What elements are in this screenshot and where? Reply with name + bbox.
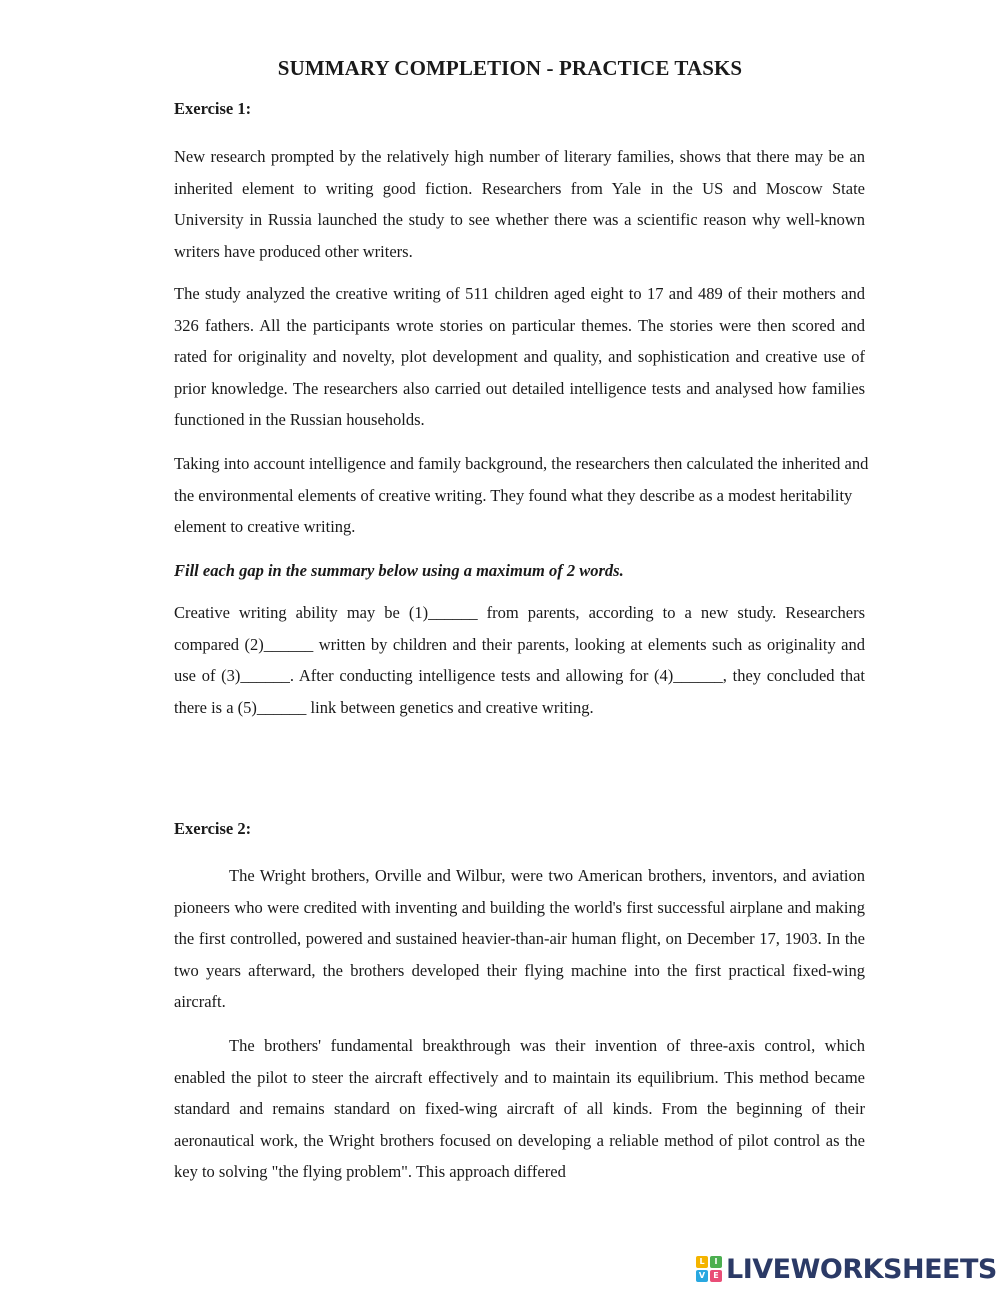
- exercise-1-paragraph-1: New research prompted by the relatively high number of literary families, shows that there may be an inherited element to writing good fiction. Researchers from Yale in the US and Moscow State University in Russia launched the study to see whether there was a scientific reason why well-known writers have produced other writers.: [174, 147, 865, 261]
- exercise-1-heading: Exercise 1:: [174, 99, 252, 118]
- exercise-2-heading: Exercise 2:: [174, 819, 252, 838]
- logo-square-v: V: [696, 1270, 708, 1282]
- logo-mark-icon: [696, 1256, 722, 1282]
- liveworksheets-logo: [696, 1253, 997, 1285]
- exercise-1-instruction: Fill each gap in the summary below using a maximum of 2 words.: [174, 561, 624, 580]
- logo-text: LIVEWORKSHEETS: [726, 1253, 997, 1285]
- exercise-1-paragraph-2: The study analyzed the creative writing of 511 children aged eight to 17 and 489 of their mothers and 326 fathers. All the participants wrote stories on particular themes. The stories were then scored and rated for originality and novelty, plot development and quality, and sophistication and creative use of prior knowledge. The researchers also carried out detailed intelligence tests and analysed how families functioned in the Russian households.: [174, 284, 865, 430]
- exercise-1-paragraph-3: Taking into account intelligence and family background, the researchers then calculated the inherited and the environmental elements of creative writing. They found what they describe as a modest heritability element to creative writing.: [174, 454, 869, 537]
- logo-square-l: L: [696, 1256, 708, 1268]
- page-title: SUMMARY COMPLETION - PRACTICE TASKS: [277, 56, 743, 80]
- exercise-1-summary: Creative writing ability may be (1)______ from parents, according to a new study. Researchers compared (2)______ written by children and their parents, looking at elements such as originality and use of (3)______. After conducting intelligence tests and allowing for (4)______, they concluded that there is a (5)______ link between genetics and creative writing.: [174, 603, 865, 717]
- exercise-2-paragraph-1: The Wright brothers, Orville and Wilbur, were two American brothers, inventors, and aviation pioneers who were credited with inventing and building the world's first successful airplane and making the first controlled, powered and sustained heavier-than-air human flight, on December 17, 1903. In the two years afterward, the brothers developed their flying machine into the first practical fixed-wing aircraft.: [174, 866, 865, 1012]
- exercise-2-paragraph-2: The brothers' fundamental breakthrough was their invention of three-axis control, which enabled the pilot to steer the aircraft effectively and to maintain its equilibrium. This method became standard and remains standard on fixed-wing aircraft of all kinds. From the beginning of their aeronautical work, the Wright brothers focused on developing a reliable method of pilot control as the key to solving "the flying problem". This approach differed: [174, 1036, 865, 1182]
- logo-square-e: E: [710, 1270, 722, 1282]
- logo-square-i: I: [710, 1256, 722, 1268]
